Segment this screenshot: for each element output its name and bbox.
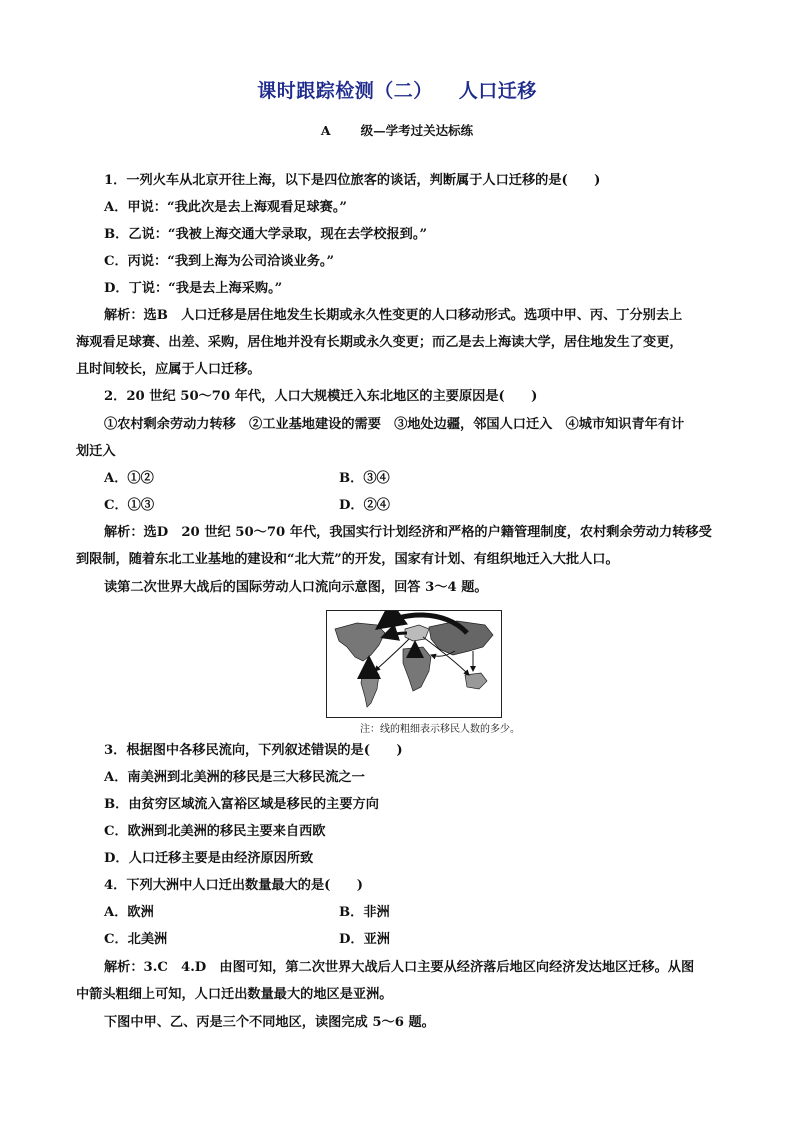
q1-option-d: D．丁说：“我是去上海采购。” [104, 281, 283, 296]
q4-option-b: B．非洲 [339, 905, 390, 920]
intro-q3-4: 读第二次世界大战后的国际劳动人口流向示意图，回答 3～4 题。 [104, 580, 488, 595]
q3-option-c: C．欧洲到北美洲的移民主要来自西欧 [104, 824, 326, 839]
q3-stem: 3．根据图中各移民流向，下列叙述错误的是( ) [104, 743, 403, 758]
figure-caption: 注：线的粗细表示移民人数的多少。 [360, 724, 520, 735]
north-america-shape [335, 623, 385, 661]
q4-option-row1 [104, 904, 724, 922]
q2-option-a: A．①② [104, 471, 154, 486]
q4-option-row2 [104, 931, 724, 949]
q1-stem: 1．一列火车从北京开往上海，以下是四位旅客的谈话，判断属于人口迁移的是( ) [104, 173, 601, 188]
q4-option-a: A．欧洲 [104, 905, 154, 920]
q1-analysis-line2: 海观看足球赛、出差、采购，居住地并没有长期或永久变更；而乙是去上海读大学，居住地发生了变更， [76, 335, 683, 350]
q34-analysis-line1: 解析：3.C 4.D 由图可知，第二次世界大战后人口主要从经济落后地区向经济发达地区迁移。从图 [104, 960, 695, 975]
europe-to-north-america-arrow [383, 633, 407, 637]
q1-option-b: B．乙说：“我被上海交通大学录取，现在去学校报到。” [104, 227, 428, 242]
intro-q5-6: 下图中甲、乙、丙是三个不同地区，读图完成 5～6 题。 [104, 1015, 435, 1030]
title-main: 课时跟踪检测（二） [257, 80, 433, 102]
q1-analysis-line1: 解析：选B 人口迁移是居住地发生长期或永久性变更的人口移动形式。选项中甲、丙、丁分别去上 [104, 308, 683, 323]
subtitle-level: A [320, 123, 331, 138]
q2-items-line2: 划迁入 [76, 444, 116, 459]
q2-option-row1 [104, 470, 724, 488]
q4-option-d: D．亚洲 [339, 932, 390, 947]
q2-option-c: C．①③ [104, 498, 155, 513]
q1-option-a: A．甲说：“我此次是去上海观看足球赛。” [104, 200, 347, 215]
q4-option-c: C．北美洲 [104, 932, 168, 947]
title-topic: 人口迁移 [458, 80, 537, 102]
q2-items-line1: ①农村剩余劳动力转移 ②工业基地建设的需要 ③地处边疆，邻国人口迁入 ④城市知识青年有计 [104, 417, 685, 432]
q3-option-b: B．由贫穷区域流入富裕区域是移民的主要方向 [104, 797, 379, 812]
q2-option-b: B．③④ [339, 471, 390, 486]
africa-shape [403, 647, 431, 691]
q3-option-a: A．南美洲到北美洲的移民是三大移民流之一 [104, 770, 365, 785]
migration-map-figure [326, 610, 502, 718]
section-subtitle [0, 121, 794, 139]
q2-option-row2 [104, 497, 724, 515]
q2-analysis-line1: 解析：选D 20 世纪 50～70 年代，我国实行计划经济和严格的户籍管理制度，农村剩余劳动力转移受 [104, 525, 712, 540]
q2-stem: 2．20 世纪 50～70 年代，人口大规模迁入东北地区的主要原因是( ) [104, 389, 538, 404]
page-title [0, 76, 794, 103]
q2-option-d: D．②④ [339, 498, 390, 513]
subtitle-name: 级—学考过关达标练 [360, 123, 474, 138]
q34-analysis-line2: 中箭头粗细上可知，人口迁出数量最大的地区是亚洲。 [76, 987, 393, 1002]
q1-analysis-line3: 且时间较长，应属于人口迁移。 [76, 362, 261, 377]
world-map-graphic [327, 611, 501, 717]
q2-analysis-line2: 到限制，随着东北工业基地的建设和“北大荒”的开发，国家有计划、有组织地迁入大批人口。 [76, 552, 619, 567]
q3-option-d: D．人口迁移主要是由经济原因所致 [104, 851, 314, 866]
australia-shape [465, 673, 487, 689]
q1-option-c: C．丙说：“我到上海为公司洽谈业务。” [104, 254, 335, 269]
q4-stem: 4．下列大洲中人口迁出数量最大的是( ) [104, 878, 364, 893]
